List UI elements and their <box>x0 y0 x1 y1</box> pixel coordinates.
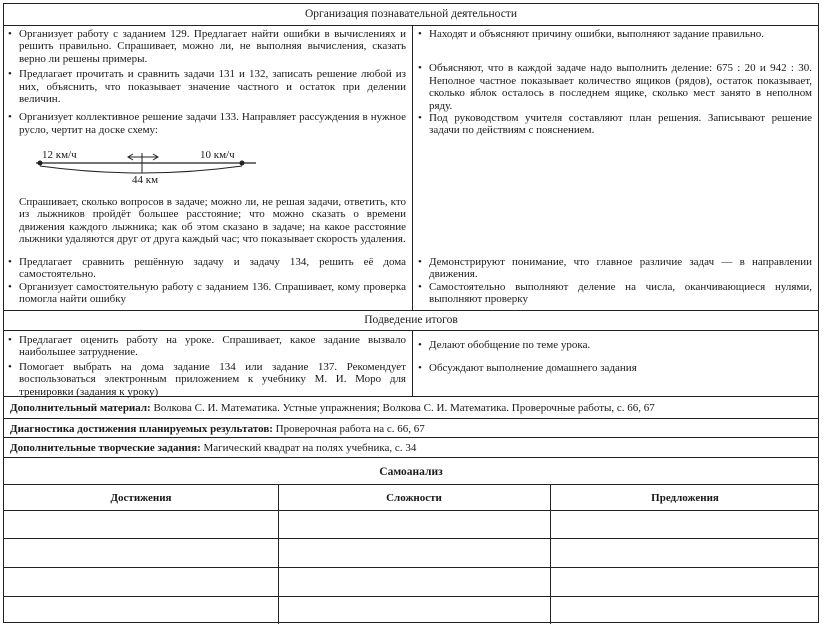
list-item: • Помогает выбрать на дома задание 134 или задание 137. Рекомендует воспользоваться электронным приложением к учебнику М. И. Моро для тренировки (задания к уроку) <box>8 361 406 398</box>
creative-tasks-text: Магический квадрат на полях учебника, с. 34 <box>200 442 417 454</box>
teacher-actions-column <box>8 28 406 136</box>
column-divider <box>550 484 551 624</box>
column-header-difficulties: Сложности <box>386 492 442 504</box>
column-divider <box>278 484 279 624</box>
list-item: • Обсуждают выполнение домашнего задания <box>418 362 812 374</box>
questions-paragraph: Спрашивает, сколько вопросов в задаче; можно ли, не решая задачи, ответить, кто из лыжников пройдёт большее расстояние; что можно сказать о времени движения каждого лыжника; как об этом сказано в задаче; на какое расстояние лыжники удаляются друг от друга каждый час; что показывает скорость удаления. <box>19 196 406 246</box>
additional-material-text: Волкова С. И. Математика. Устные упражнения; Волкова С. И. Математика. Проверочные работы, с. 66, 67 <box>150 402 655 414</box>
divider <box>4 310 818 311</box>
distance-brace <box>40 166 242 173</box>
list-item: • Под руководством учителя составляют план решения. Записывают решение задачи по действиям с пояснением. <box>418 112 812 137</box>
speed-label-left: 12 км/ч <box>42 149 77 161</box>
column-divider <box>412 330 413 396</box>
section-title-summary: Подведение итогов <box>364 314 458 326</box>
list-item: • Самостоятельно выполняют деление на числа, оканчивающиеся нулями, выполняют проверку <box>418 281 812 306</box>
divider <box>4 457 818 458</box>
lesson-plan-table <box>3 3 819 623</box>
divider <box>4 396 818 397</box>
column-header-achievements: Достижения <box>110 492 172 504</box>
list-item: • Организует коллективное решение задачи 133. Направляет рассуждения в нужное русло, чертит на доске схему: <box>8 111 406 136</box>
diagnostics-label: Диагностика достижения планируемых результатов: <box>10 423 273 435</box>
list-item: • Организует работу с заданием 129. Предлагает найти ошибки в вычислениях и решить правильно. Спрашивает, можно ли, не выполняя вычисления, сказать верно ли решены примеры. <box>8 28 406 65</box>
summary-student-column <box>418 339 812 375</box>
divider <box>4 418 818 419</box>
additional-material-row <box>10 402 812 415</box>
divider <box>4 25 818 26</box>
divider <box>4 330 818 331</box>
summary-teacher-column <box>8 334 406 398</box>
creative-tasks-row <box>10 442 812 455</box>
column-header-suggestions: Предложения <box>651 492 719 504</box>
list-item: • Предлагает прочитать и сравнить задачи 131 и 132, записать решение любой из них, объяснить, что показывает значение частного и остаток при делении величин. <box>8 68 406 105</box>
table-row-line <box>4 596 818 597</box>
list-item: • Находят и объясняют причину ошибки, выполняют задание правильно. <box>418 28 812 40</box>
list-item: • Делают обобщение по теме урока. <box>418 339 812 351</box>
self-analysis-title: Самоанализ <box>379 466 443 478</box>
table-row-line <box>4 567 818 568</box>
distance-label: 44 км <box>132 174 159 186</box>
student-actions-column <box>418 28 812 137</box>
column-divider <box>412 25 413 310</box>
divider <box>4 510 818 511</box>
divider <box>4 437 818 438</box>
list-item: • Организует самостоятельную работу с заданием 136. Спрашивает, кому проверка помогла найти ошибку <box>8 281 406 306</box>
speed-label-right: 10 км/ч <box>200 149 235 161</box>
list-item: • Демонстрируют понимание, что главное различие задач — в направлении движения. <box>418 256 812 281</box>
student-actions-tail <box>418 256 812 306</box>
additional-material-label: Дополнительный материал: <box>10 402 151 414</box>
list-item: • Предлагает оценить работу на уроке. Спрашивает, какое задание вызвало наибольшее затруднение. <box>8 334 406 359</box>
list-item: • Объясняют, что в каждой задаче надо выполнить деление: 675 : 20 и 942 : 30. Неполное частное показывает количество ящиков (рядов), остаток показывает, сколько яблок осталось в последнем ящике, сколько мест занято в неполном ряду. <box>418 62 812 112</box>
diagnostics-row <box>10 423 812 436</box>
teacher-actions-tail <box>8 256 406 306</box>
creative-tasks-label: Дополнительные творческие задания: <box>10 442 201 454</box>
point-right <box>240 161 245 166</box>
list-item: • Предлагает сравнить решённую задачу и задачу 134, решить её дома самостоятельно. <box>8 256 406 281</box>
section-title-cognitive: Организация познавательной деятельности <box>305 8 517 20</box>
divider <box>4 484 818 485</box>
table-row-line <box>4 538 818 539</box>
diagnostics-text: Проверочная работа на с. 66, 67 <box>272 423 425 435</box>
